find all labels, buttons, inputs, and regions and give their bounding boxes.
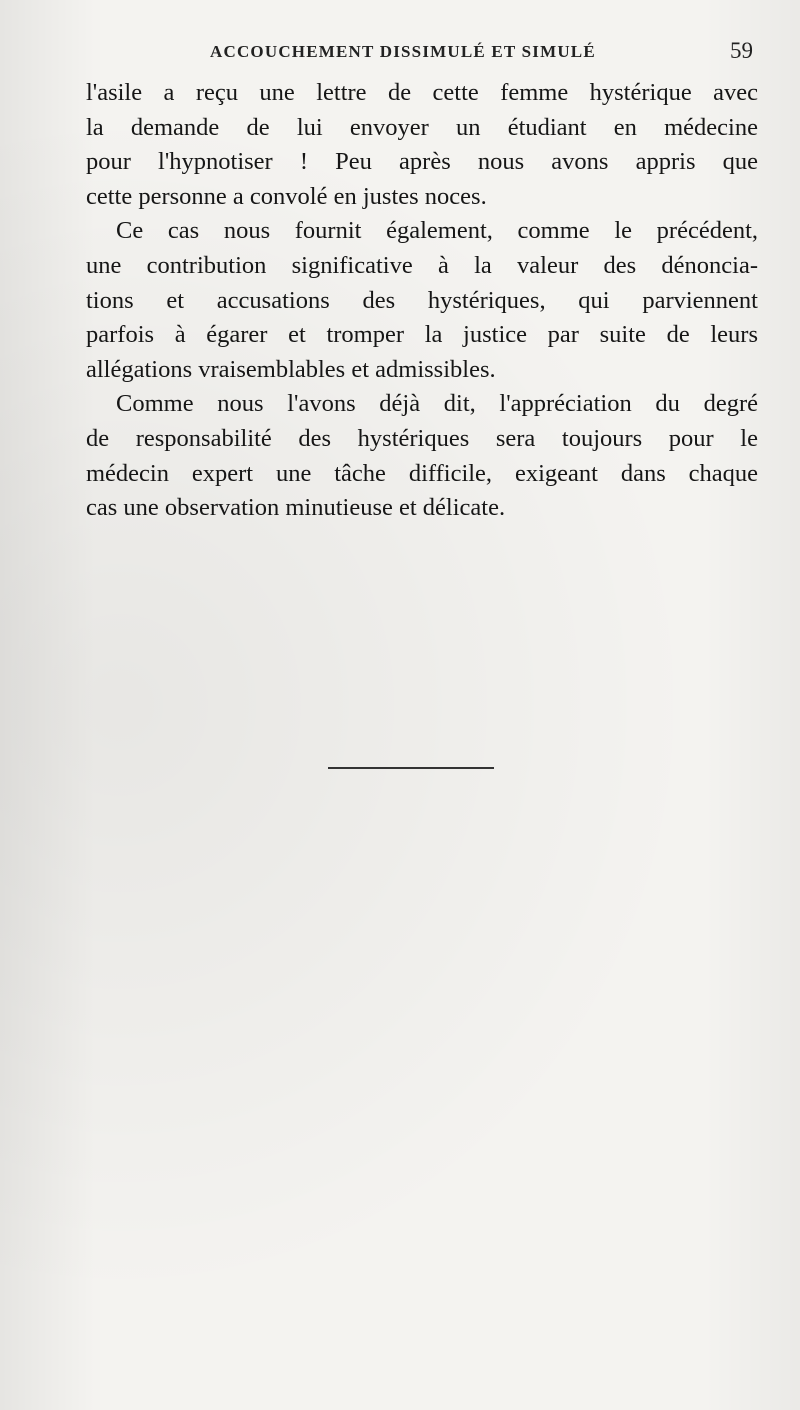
text-line: parfois à égarer et tromper la justice par suite de leurs [86, 321, 758, 349]
text-line: Comme nous l'avons déjà dit, l'appréciation du degré [116, 390, 758, 418]
paragraph-1 [86, 76, 758, 214]
paragraph-3 [86, 387, 758, 525]
page-header [88, 38, 753, 68]
body-text [86, 76, 758, 526]
section-divider [328, 767, 494, 769]
text-line: pour l'hypnotiser ! Peu après nous avons appris que [86, 148, 758, 176]
text-line: l'asile a reçu une lettre de cette femme hystérique avec [86, 79, 758, 106]
text-line: cette personne a convolé en justes noces. [86, 182, 487, 210]
text-line: cas une observation minutieuse et délicate. [86, 494, 506, 522]
text-line: la demande de lui envoyer un étudiant en médecine [86, 113, 758, 141]
text-line: médecin expert une tâche difficile, exigeant dans chaque [86, 459, 758, 487]
text-line: allégations vraisemblables et admissibles. [86, 355, 496, 383]
text-line: Ce cas nous fournit également, comme le précédent, [116, 217, 758, 245]
text-line: une contribution significative à la valeur des dénoncia- [86, 251, 758, 279]
text-line: tions et accusations des hystériques, qui parviennent [86, 286, 758, 314]
paragraph-2 [86, 214, 758, 387]
page-number: 59 [730, 38, 753, 63]
text-line: de responsabilité des hystériques sera toujours pour le [86, 424, 758, 452]
running-title: ACCOUCHEMENT DISSIMULÉ ET SIMULÉ [210, 42, 596, 61]
